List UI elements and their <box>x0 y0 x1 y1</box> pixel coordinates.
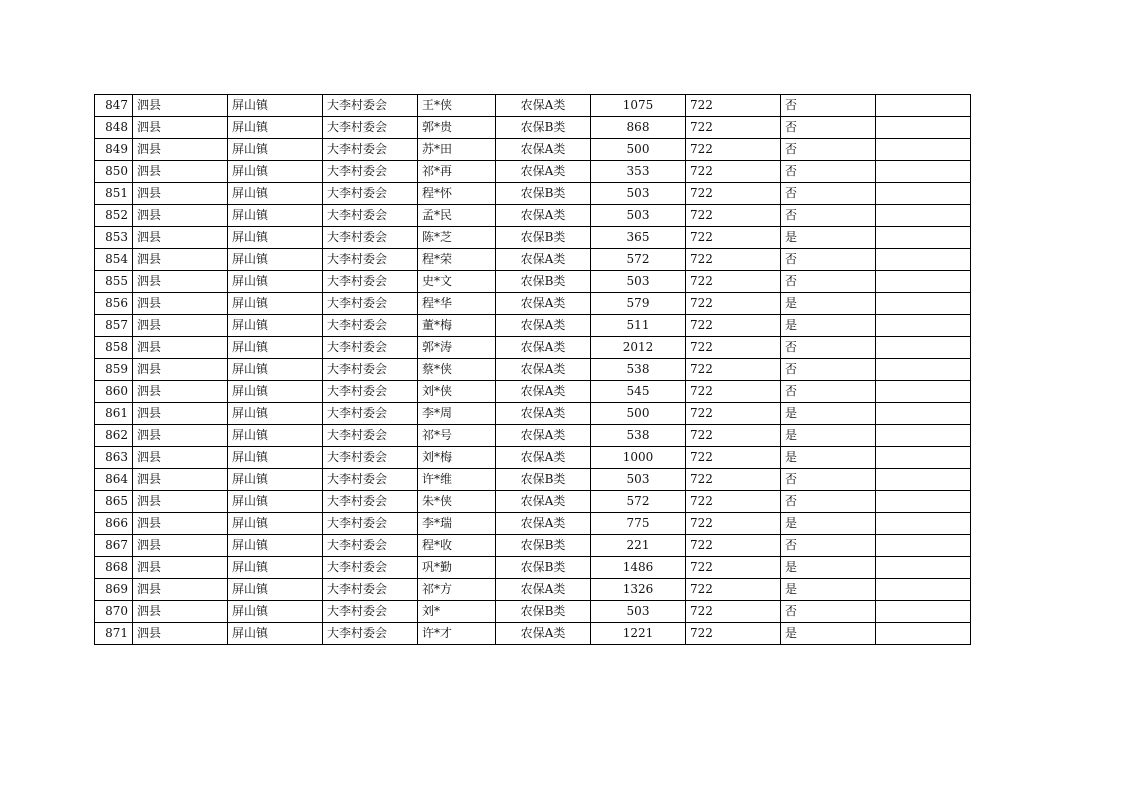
yes-no-cell: 否 <box>781 271 876 293</box>
town-cell: 屏山镇 <box>228 117 323 139</box>
note-cell <box>876 623 971 645</box>
village-committee-cell: 大李村委会 <box>323 447 418 469</box>
note-cell <box>876 403 971 425</box>
village-committee-cell: 大李村委会 <box>323 469 418 491</box>
village-committee-cell: 大李村委会 <box>323 359 418 381</box>
insurance-type-cell: 农保A类 <box>496 161 591 183</box>
village-committee-cell: 大李村委会 <box>323 579 418 601</box>
row-number-cell: 870 <box>95 601 133 623</box>
row-number-cell: 847 <box>95 95 133 117</box>
row-number-cell: 868 <box>95 557 133 579</box>
village-committee-cell: 大李村委会 <box>323 95 418 117</box>
village-committee-cell: 大李村委会 <box>323 271 418 293</box>
person-name-cell: 程*华 <box>418 293 496 315</box>
amount-cell: 775 <box>591 513 686 535</box>
note-cell <box>876 249 971 271</box>
table-row <box>95 381 971 403</box>
row-number-cell: 862 <box>95 425 133 447</box>
table-row <box>95 469 971 491</box>
standard-cell: 722 <box>686 293 781 315</box>
row-number-cell: 850 <box>95 161 133 183</box>
person-name-cell: 许*才 <box>418 623 496 645</box>
table-row <box>95 513 971 535</box>
town-cell: 屏山镇 <box>228 425 323 447</box>
yes-no-cell: 是 <box>781 315 876 337</box>
table-row <box>95 403 971 425</box>
town-cell: 屏山镇 <box>228 513 323 535</box>
county-cell: 泗县 <box>133 403 228 425</box>
row-number-cell: 861 <box>95 403 133 425</box>
village-committee-cell: 大李村委会 <box>323 205 418 227</box>
standard-cell: 722 <box>686 469 781 491</box>
table-row <box>95 95 971 117</box>
person-name-cell: 程*荣 <box>418 249 496 271</box>
yes-no-cell: 否 <box>781 337 876 359</box>
yes-no-cell: 是 <box>781 447 876 469</box>
amount-cell: 868 <box>591 117 686 139</box>
note-cell <box>876 337 971 359</box>
person-name-cell: 刘*梅 <box>418 447 496 469</box>
amount-cell: 503 <box>591 469 686 491</box>
town-cell: 屏山镇 <box>228 293 323 315</box>
person-name-cell: 郭*涛 <box>418 337 496 359</box>
amount-cell: 1075 <box>591 95 686 117</box>
amount-cell: 1486 <box>591 557 686 579</box>
note-cell <box>876 425 971 447</box>
note-cell <box>876 205 971 227</box>
town-cell: 屏山镇 <box>228 315 323 337</box>
town-cell: 屏山镇 <box>228 139 323 161</box>
town-cell: 屏山镇 <box>228 337 323 359</box>
row-number-cell: 859 <box>95 359 133 381</box>
table-row <box>95 337 971 359</box>
note-cell <box>876 227 971 249</box>
standard-cell: 722 <box>686 95 781 117</box>
town-cell: 屏山镇 <box>228 491 323 513</box>
standard-cell: 722 <box>686 623 781 645</box>
note-cell <box>876 579 971 601</box>
county-cell: 泗县 <box>133 447 228 469</box>
county-cell: 泗县 <box>133 491 228 513</box>
amount-cell: 511 <box>591 315 686 337</box>
insurance-type-cell: 农保B类 <box>496 227 591 249</box>
yes-no-cell: 否 <box>781 95 876 117</box>
yes-no-cell: 否 <box>781 139 876 161</box>
insurance-type-cell: 农保A类 <box>496 293 591 315</box>
standard-cell: 722 <box>686 117 781 139</box>
yes-no-cell: 否 <box>781 535 876 557</box>
county-cell: 泗县 <box>133 249 228 271</box>
amount-cell: 503 <box>591 205 686 227</box>
note-cell <box>876 271 971 293</box>
data-table <box>94 94 971 645</box>
insurance-type-cell: 农保A类 <box>496 95 591 117</box>
insurance-type-cell: 农保B类 <box>496 469 591 491</box>
table-row <box>95 491 971 513</box>
standard-cell: 722 <box>686 271 781 293</box>
amount-cell: 1326 <box>591 579 686 601</box>
insurance-type-cell: 农保A类 <box>496 491 591 513</box>
table-row <box>95 359 971 381</box>
standard-cell: 722 <box>686 579 781 601</box>
person-name-cell: 苏*田 <box>418 139 496 161</box>
row-number-cell: 855 <box>95 271 133 293</box>
standard-cell: 722 <box>686 535 781 557</box>
town-cell: 屏山镇 <box>228 403 323 425</box>
amount-cell: 545 <box>591 381 686 403</box>
standard-cell: 722 <box>686 227 781 249</box>
village-committee-cell: 大李村委会 <box>323 315 418 337</box>
insurance-type-cell: 农保A类 <box>496 513 591 535</box>
insurance-type-cell: 农保A类 <box>496 403 591 425</box>
person-name-cell: 朱*侠 <box>418 491 496 513</box>
yes-no-cell: 否 <box>781 491 876 513</box>
town-cell: 屏山镇 <box>228 249 323 271</box>
insurance-type-cell: 农保A类 <box>496 447 591 469</box>
county-cell: 泗县 <box>133 535 228 557</box>
village-committee-cell: 大李村委会 <box>323 227 418 249</box>
table-row <box>95 205 971 227</box>
insurance-type-cell: 农保A类 <box>496 359 591 381</box>
row-number-cell: 858 <box>95 337 133 359</box>
county-cell: 泗县 <box>133 513 228 535</box>
town-cell: 屏山镇 <box>228 579 323 601</box>
village-committee-cell: 大李村委会 <box>323 513 418 535</box>
county-cell: 泗县 <box>133 271 228 293</box>
table-row <box>95 271 971 293</box>
amount-cell: 572 <box>591 491 686 513</box>
county-cell: 泗县 <box>133 557 228 579</box>
insurance-type-cell: 农保B类 <box>496 535 591 557</box>
yes-no-cell: 否 <box>781 359 876 381</box>
yes-no-cell: 是 <box>781 557 876 579</box>
town-cell: 屏山镇 <box>228 227 323 249</box>
table-row <box>95 293 971 315</box>
amount-cell: 500 <box>591 403 686 425</box>
yes-no-cell: 否 <box>781 601 876 623</box>
note-cell <box>876 491 971 513</box>
table-row <box>95 447 971 469</box>
row-number-cell: 851 <box>95 183 133 205</box>
row-number-cell: 857 <box>95 315 133 337</box>
yes-no-cell: 是 <box>781 579 876 601</box>
village-committee-cell: 大李村委会 <box>323 623 418 645</box>
yes-no-cell: 否 <box>781 117 876 139</box>
note-cell <box>876 117 971 139</box>
county-cell: 泗县 <box>133 117 228 139</box>
person-name-cell: 董*梅 <box>418 315 496 337</box>
table-row <box>95 117 971 139</box>
standard-cell: 722 <box>686 601 781 623</box>
person-name-cell: 刘*侠 <box>418 381 496 403</box>
village-committee-cell: 大李村委会 <box>323 161 418 183</box>
town-cell: 屏山镇 <box>228 447 323 469</box>
person-name-cell: 祁*号 <box>418 425 496 447</box>
standard-cell: 722 <box>686 139 781 161</box>
amount-cell: 538 <box>591 425 686 447</box>
yes-no-cell: 否 <box>781 183 876 205</box>
insurance-type-cell: 农保A类 <box>496 337 591 359</box>
person-name-cell: 祁*再 <box>418 161 496 183</box>
row-number-cell: 865 <box>95 491 133 513</box>
amount-cell: 503 <box>591 601 686 623</box>
town-cell: 屏山镇 <box>228 183 323 205</box>
row-number-cell: 853 <box>95 227 133 249</box>
person-name-cell: 陈*芝 <box>418 227 496 249</box>
table-row <box>95 601 971 623</box>
person-name-cell: 刘* <box>418 601 496 623</box>
table-row <box>95 249 971 271</box>
yes-no-cell: 否 <box>781 205 876 227</box>
town-cell: 屏山镇 <box>228 271 323 293</box>
village-committee-cell: 大李村委会 <box>323 403 418 425</box>
town-cell: 屏山镇 <box>228 557 323 579</box>
county-cell: 泗县 <box>133 161 228 183</box>
row-number-cell: 860 <box>95 381 133 403</box>
insurance-type-cell: 农保A类 <box>496 315 591 337</box>
county-cell: 泗县 <box>133 95 228 117</box>
standard-cell: 722 <box>686 315 781 337</box>
table-body <box>95 95 971 645</box>
note-cell <box>876 381 971 403</box>
insurance-type-cell: 农保B类 <box>496 183 591 205</box>
county-cell: 泗县 <box>133 293 228 315</box>
amount-cell: 579 <box>591 293 686 315</box>
amount-cell: 538 <box>591 359 686 381</box>
row-number-cell: 849 <box>95 139 133 161</box>
insurance-type-cell: 农保A类 <box>496 249 591 271</box>
town-cell: 屏山镇 <box>228 623 323 645</box>
note-cell <box>876 557 971 579</box>
table-row <box>95 623 971 645</box>
county-cell: 泗县 <box>133 579 228 601</box>
town-cell: 屏山镇 <box>228 469 323 491</box>
table-row <box>95 425 971 447</box>
village-committee-cell: 大李村委会 <box>323 601 418 623</box>
yes-no-cell: 是 <box>781 513 876 535</box>
town-cell: 屏山镇 <box>228 205 323 227</box>
note-cell <box>876 447 971 469</box>
standard-cell: 722 <box>686 557 781 579</box>
town-cell: 屏山镇 <box>228 601 323 623</box>
table-row <box>95 139 971 161</box>
county-cell: 泗县 <box>133 139 228 161</box>
insurance-type-cell: 农保A类 <box>496 425 591 447</box>
village-committee-cell: 大李村委会 <box>323 557 418 579</box>
note-cell <box>876 183 971 205</box>
person-name-cell: 李*瑞 <box>418 513 496 535</box>
county-cell: 泗县 <box>133 623 228 645</box>
county-cell: 泗县 <box>133 183 228 205</box>
person-name-cell: 孟*民 <box>418 205 496 227</box>
county-cell: 泗县 <box>133 315 228 337</box>
table-row <box>95 227 971 249</box>
county-cell: 泗县 <box>133 381 228 403</box>
amount-cell: 1000 <box>591 447 686 469</box>
yes-no-cell: 是 <box>781 293 876 315</box>
yes-no-cell: 是 <box>781 623 876 645</box>
village-committee-cell: 大李村委会 <box>323 183 418 205</box>
table-row <box>95 161 971 183</box>
yes-no-cell: 否 <box>781 161 876 183</box>
amount-cell: 365 <box>591 227 686 249</box>
row-number-cell: 848 <box>95 117 133 139</box>
standard-cell: 722 <box>686 403 781 425</box>
note-cell <box>876 293 971 315</box>
standard-cell: 722 <box>686 359 781 381</box>
standard-cell: 722 <box>686 513 781 535</box>
amount-cell: 503 <box>591 271 686 293</box>
standard-cell: 722 <box>686 381 781 403</box>
village-committee-cell: 大李村委会 <box>323 381 418 403</box>
table-row <box>95 557 971 579</box>
insurance-type-cell: 农保B类 <box>496 271 591 293</box>
town-cell: 屏山镇 <box>228 535 323 557</box>
yes-no-cell: 否 <box>781 249 876 271</box>
county-cell: 泗县 <box>133 337 228 359</box>
person-name-cell: 史*文 <box>418 271 496 293</box>
county-cell: 泗县 <box>133 425 228 447</box>
table-row <box>95 579 971 601</box>
standard-cell: 722 <box>686 425 781 447</box>
insurance-type-cell: 农保A类 <box>496 205 591 227</box>
person-name-cell: 巩*勤 <box>418 557 496 579</box>
person-name-cell: 李*周 <box>418 403 496 425</box>
county-cell: 泗县 <box>133 469 228 491</box>
note-cell <box>876 95 971 117</box>
row-number-cell: 854 <box>95 249 133 271</box>
table-row <box>95 535 971 557</box>
table-row <box>95 183 971 205</box>
amount-cell: 2012 <box>591 337 686 359</box>
county-cell: 泗县 <box>133 205 228 227</box>
person-name-cell: 祁*方 <box>418 579 496 601</box>
person-name-cell: 蔡*侠 <box>418 359 496 381</box>
row-number-cell: 869 <box>95 579 133 601</box>
note-cell <box>876 513 971 535</box>
person-name-cell: 郭*贵 <box>418 117 496 139</box>
village-committee-cell: 大李村委会 <box>323 249 418 271</box>
county-cell: 泗县 <box>133 359 228 381</box>
person-name-cell: 程*怀 <box>418 183 496 205</box>
village-committee-cell: 大李村委会 <box>323 491 418 513</box>
amount-cell: 500 <box>591 139 686 161</box>
yes-no-cell: 是 <box>781 425 876 447</box>
village-committee-cell: 大李村委会 <box>323 535 418 557</box>
amount-cell: 503 <box>591 183 686 205</box>
amount-cell: 1221 <box>591 623 686 645</box>
row-number-cell: 871 <box>95 623 133 645</box>
yes-no-cell: 否 <box>781 381 876 403</box>
person-name-cell: 许*维 <box>418 469 496 491</box>
village-committee-cell: 大李村委会 <box>323 337 418 359</box>
standard-cell: 722 <box>686 205 781 227</box>
row-number-cell: 867 <box>95 535 133 557</box>
note-cell <box>876 359 971 381</box>
town-cell: 屏山镇 <box>228 381 323 403</box>
person-name-cell: 王*侠 <box>418 95 496 117</box>
standard-cell: 722 <box>686 447 781 469</box>
insurance-type-cell: 农保A类 <box>496 139 591 161</box>
insurance-type-cell: 农保A类 <box>496 381 591 403</box>
yes-no-cell: 是 <box>781 403 876 425</box>
note-cell <box>876 315 971 337</box>
insurance-type-cell: 农保B类 <box>496 117 591 139</box>
row-number-cell: 852 <box>95 205 133 227</box>
yes-no-cell: 否 <box>781 469 876 491</box>
row-number-cell: 864 <box>95 469 133 491</box>
insurance-type-cell: 农保B类 <box>496 557 591 579</box>
person-name-cell: 程*收 <box>418 535 496 557</box>
note-cell <box>876 161 971 183</box>
note-cell <box>876 535 971 557</box>
yes-no-cell: 是 <box>781 227 876 249</box>
village-committee-cell: 大李村委会 <box>323 425 418 447</box>
standard-cell: 722 <box>686 249 781 271</box>
standard-cell: 722 <box>686 491 781 513</box>
table-row <box>95 315 971 337</box>
town-cell: 屏山镇 <box>228 161 323 183</box>
village-committee-cell: 大李村委会 <box>323 139 418 161</box>
county-cell: 泗县 <box>133 227 228 249</box>
town-cell: 屏山镇 <box>228 95 323 117</box>
town-cell: 屏山镇 <box>228 359 323 381</box>
insurance-type-cell: 农保B类 <box>496 601 591 623</box>
insurance-type-cell: 农保A类 <box>496 579 591 601</box>
county-cell: 泗县 <box>133 601 228 623</box>
row-number-cell: 856 <box>95 293 133 315</box>
note-cell <box>876 139 971 161</box>
standard-cell: 722 <box>686 337 781 359</box>
row-number-cell: 863 <box>95 447 133 469</box>
village-committee-cell: 大李村委会 <box>323 117 418 139</box>
insurance-type-cell: 农保A类 <box>496 623 591 645</box>
amount-cell: 353 <box>591 161 686 183</box>
amount-cell: 572 <box>591 249 686 271</box>
amount-cell: 221 <box>591 535 686 557</box>
note-cell <box>876 601 971 623</box>
row-number-cell: 866 <box>95 513 133 535</box>
village-committee-cell: 大李村委会 <box>323 293 418 315</box>
standard-cell: 722 <box>686 183 781 205</box>
note-cell <box>876 469 971 491</box>
standard-cell: 722 <box>686 161 781 183</box>
